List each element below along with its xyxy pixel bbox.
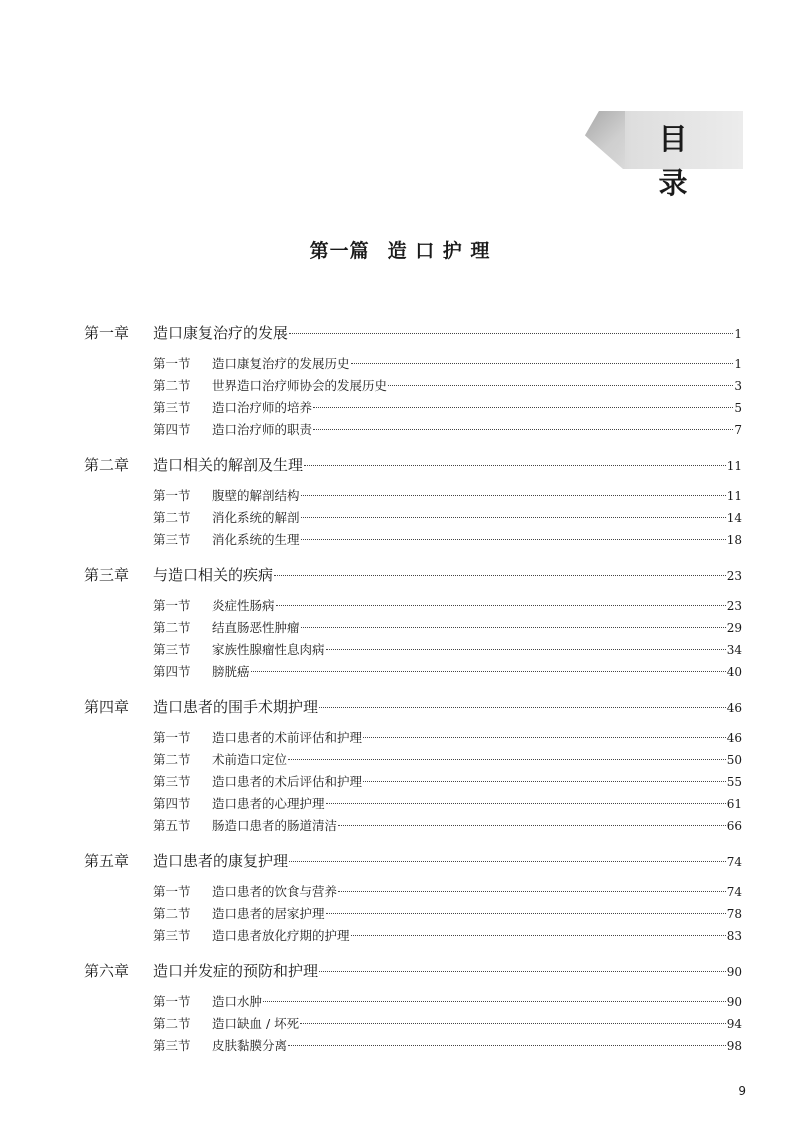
- section-title: 膀胱癌: [212, 664, 250, 679]
- section-title: 造口患者的居家护理: [212, 906, 325, 921]
- dot-leader: [289, 333, 733, 334]
- section-page: 11: [726, 489, 742, 503]
- toc-section-row[interactable]: [153, 530, 742, 548]
- section-title: 结直肠恶性肿瘤: [212, 620, 300, 635]
- chapter-page: 74: [726, 855, 742, 869]
- dot-leader: [326, 913, 726, 914]
- section-title: 炎症性肠病: [212, 598, 275, 613]
- toc-section-row[interactable]: [153, 420, 742, 438]
- toc-banner-shade: [585, 111, 625, 169]
- toc-chapter-row[interactable]: [84, 960, 742, 981]
- toc-heading: 目 录: [658, 122, 702, 200]
- section-page: 98: [726, 1039, 742, 1053]
- toc-section-row[interactable]: [153, 640, 742, 658]
- section-label: 第四节: [153, 796, 191, 811]
- part-name: 造 口 护 理: [387, 240, 491, 262]
- chapter-page: 90: [726, 965, 742, 979]
- section-label: 第二节: [153, 752, 191, 767]
- section-page: 55: [726, 775, 742, 789]
- dot-leader: [313, 429, 733, 430]
- section-page: 66: [726, 819, 742, 833]
- section-label: 第二节: [153, 1016, 191, 1031]
- section-title: 造口患者的术前评估和护理: [212, 730, 363, 745]
- section-label: 第一节: [153, 884, 191, 899]
- dot-leader: [274, 575, 726, 576]
- toc-chapter-row[interactable]: [84, 322, 742, 343]
- dot-leader: [363, 737, 726, 738]
- section-title: 世界造口治疗师协会的发展历史: [212, 378, 388, 393]
- dot-leader: [313, 407, 733, 408]
- section-label: 第一节: [153, 488, 191, 503]
- chapter-title: 造口康复治疗的发展: [153, 324, 289, 342]
- section-title: 消化系统的解剖: [212, 510, 300, 525]
- chapter-label: 第五章: [84, 852, 130, 870]
- dot-leader: [301, 495, 726, 496]
- dot-leader: [276, 605, 726, 606]
- chapter-title: 造口并发症的预防和护理: [153, 962, 319, 980]
- dot-leader: [304, 465, 726, 466]
- section-label: 第二节: [153, 620, 191, 635]
- dot-leader: [288, 759, 726, 760]
- chapter-label: 第四章: [84, 698, 130, 716]
- section-page: 46: [726, 731, 742, 745]
- section-label: 第三节: [153, 400, 191, 415]
- chapter-label: 第三章: [84, 566, 130, 584]
- toc-chapter-row[interactable]: [84, 454, 742, 475]
- section-label: 第三节: [153, 774, 191, 789]
- toc-section-row[interactable]: [153, 772, 742, 790]
- section-page: 83: [726, 929, 742, 943]
- part-number: 第一篇: [309, 240, 370, 262]
- dot-leader: [300, 1023, 726, 1024]
- section-page: 74: [726, 885, 742, 899]
- chapter-title: 造口患者的围手术期护理: [153, 698, 319, 716]
- section-page: 18: [726, 533, 742, 547]
- toc-section-row[interactable]: [153, 926, 742, 944]
- section-title: 造口患者放化疗期的护理: [212, 928, 350, 943]
- dot-leader: [338, 825, 726, 826]
- dot-leader: [288, 1045, 726, 1046]
- section-title: 皮肤黏膜分离: [212, 1038, 288, 1053]
- dot-leader: [326, 649, 726, 650]
- toc-section-row[interactable]: [153, 728, 742, 746]
- toc-section-row[interactable]: [153, 662, 742, 680]
- section-label: 第一节: [153, 356, 191, 371]
- section-title: 造口康复治疗的发展历史: [212, 356, 350, 371]
- section-title: 造口水肿: [212, 994, 263, 1009]
- section-page: 5: [734, 401, 742, 415]
- section-title: 消化系统的生理: [212, 532, 300, 547]
- section-label: 第三节: [153, 532, 191, 547]
- toc-section-row[interactable]: [153, 354, 742, 372]
- section-label: 第三节: [153, 1038, 191, 1053]
- section-title: 肠造口患者的肠道清洁: [212, 818, 338, 833]
- toc-section-row[interactable]: [153, 618, 742, 636]
- section-label: 第二节: [153, 378, 191, 393]
- chapter-page: 46: [726, 701, 742, 715]
- toc-chapter-row[interactable]: [84, 564, 742, 585]
- section-label: 第五节: [153, 818, 191, 833]
- part-title: [0, 236, 800, 263]
- chapter-label: 第六章: [84, 962, 130, 980]
- toc-section-row[interactable]: [153, 398, 742, 416]
- dot-leader: [251, 671, 726, 672]
- section-page: 7: [734, 423, 742, 437]
- section-label: 第二节: [153, 510, 191, 525]
- section-page: 34: [726, 643, 742, 657]
- toc-section-row[interactable]: [153, 750, 742, 768]
- toc-section-row[interactable]: [153, 596, 742, 614]
- dot-leader: [319, 707, 726, 708]
- dot-leader: [363, 781, 726, 782]
- chapter-page: 1: [734, 327, 742, 341]
- section-page: 94: [726, 1017, 742, 1031]
- section-label: 第四节: [153, 422, 191, 437]
- section-page: 14: [726, 511, 742, 525]
- section-page: 3: [734, 379, 742, 393]
- section-page: 29: [726, 621, 742, 635]
- section-page: 90: [726, 995, 742, 1009]
- chapter-page: 23: [726, 569, 742, 583]
- section-label: 第二节: [153, 906, 191, 921]
- section-label: 第一节: [153, 730, 191, 745]
- section-title: 造口缺血 / 坏死: [212, 1016, 300, 1031]
- section-page: 61: [726, 797, 742, 811]
- section-title: 造口治疗师的职责: [212, 422, 313, 437]
- page-number: 9: [738, 1084, 746, 1098]
- dot-leader: [338, 891, 726, 892]
- section-label: 第四节: [153, 664, 191, 679]
- section-title: 术前造口定位: [212, 752, 288, 767]
- dot-leader: [289, 861, 726, 862]
- section-label: 第一节: [153, 994, 191, 1009]
- chapter-title: 与造口相关的疾病: [153, 566, 274, 584]
- dot-leader: [263, 1001, 726, 1002]
- section-page: 78: [726, 907, 742, 921]
- section-page: 40: [726, 665, 742, 679]
- toc-section-row[interactable]: [153, 794, 742, 812]
- section-label: 第一节: [153, 598, 191, 613]
- toc-chapter-row[interactable]: [84, 696, 742, 717]
- dot-leader: [301, 539, 726, 540]
- dot-leader: [388, 385, 733, 386]
- section-title: 造口患者的术后评估和护理: [212, 774, 363, 789]
- toc-section-row[interactable]: [153, 992, 742, 1010]
- section-title: 家族性腺瘤性息肉病: [212, 642, 325, 657]
- section-title: 造口治疗师的培养: [212, 400, 313, 415]
- toc-section-row[interactable]: [153, 508, 742, 526]
- toc-section-row[interactable]: [153, 882, 742, 900]
- toc-chapter-row[interactable]: [84, 850, 742, 871]
- toc-section-row[interactable]: [153, 1036, 742, 1054]
- toc-section-row[interactable]: [153, 1014, 742, 1032]
- section-page: 23: [726, 599, 742, 613]
- dot-leader: [301, 517, 726, 518]
- section-title: 造口患者的饮食与营养: [212, 884, 338, 899]
- toc-section-row[interactable]: [153, 816, 742, 834]
- chapter-label: 第二章: [84, 456, 130, 474]
- section-page: 1: [734, 357, 742, 371]
- section-label: 第三节: [153, 928, 191, 943]
- dot-leader: [326, 803, 726, 804]
- toc-section-row[interactable]: [153, 904, 742, 922]
- chapter-label: 第一章: [84, 324, 130, 342]
- section-title: 腹壁的解剖结构: [212, 488, 300, 503]
- chapter-title: 造口患者的康复护理: [153, 852, 289, 870]
- chapter-title: 造口相关的解剖及生理: [153, 456, 304, 474]
- dot-leader: [319, 971, 726, 972]
- dot-leader: [351, 935, 726, 936]
- section-page: 50: [726, 753, 742, 767]
- chapter-page: 11: [726, 459, 742, 473]
- section-title: 造口患者的心理护理: [212, 796, 325, 811]
- section-label: 第三节: [153, 642, 191, 657]
- dot-leader: [301, 627, 726, 628]
- toc-section-row[interactable]: [153, 376, 742, 394]
- dot-leader: [351, 363, 734, 364]
- toc-section-row[interactable]: [153, 486, 742, 504]
